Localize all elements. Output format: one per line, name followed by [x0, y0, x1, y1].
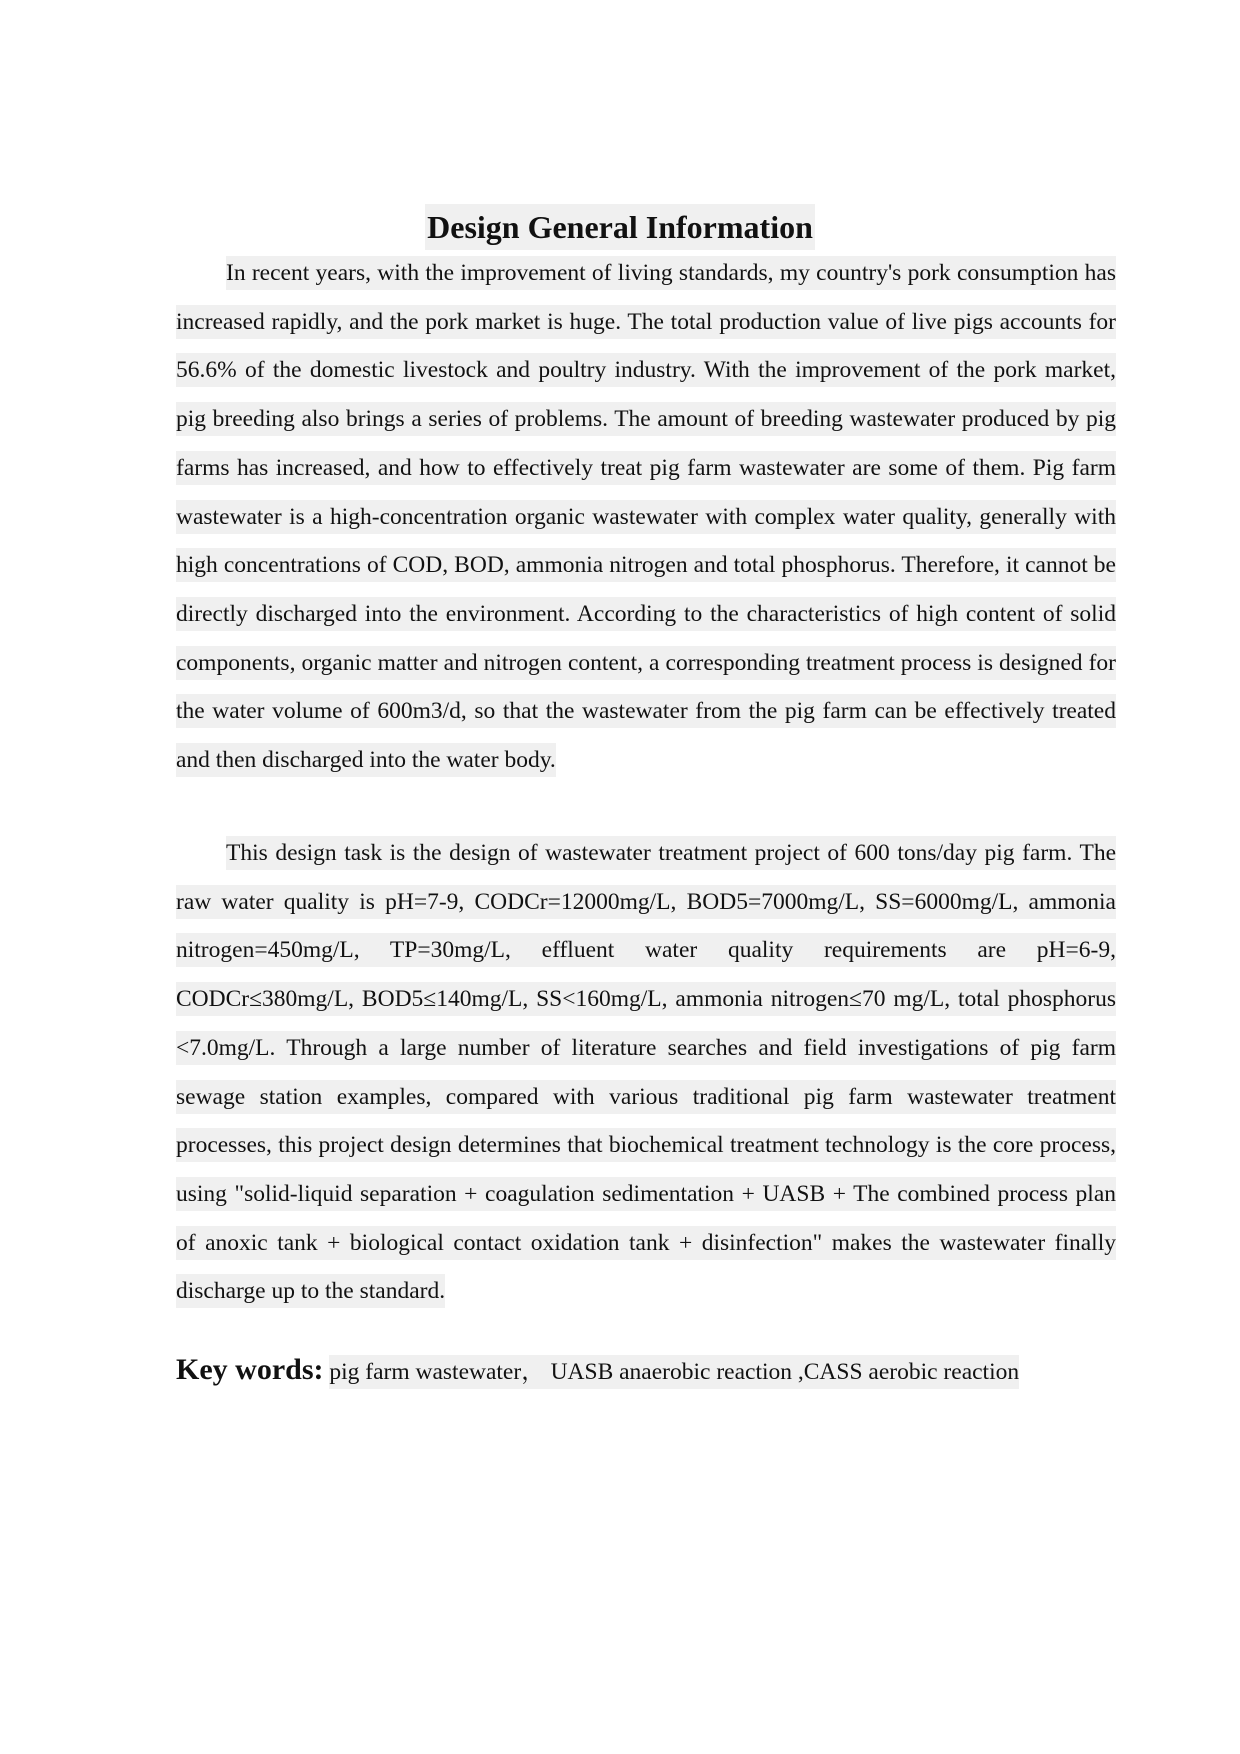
keywords-values: pig farm wastewater， UASB anaerobic reaction ,CASS aerobic reaction — [329, 1355, 1019, 1389]
keywords-line — [176, 1346, 1116, 1396]
paragraph-1 — [176, 249, 1116, 785]
paragraph-2 — [176, 829, 1116, 1316]
title-container — [0, 204, 1240, 250]
paragraph-2-text: This design task is the design of wastewater treatment project of 600 tons/day pig farm. The raw water quality is pH=7-9, CODCr=12000mg/L, BOD5=7000mg/L, SS=6000mg/L, ammonia nitrogen=450mg/L, TP=30mg/L, effluent water quality requirements are pH=6-9, CODCr≤380mg/L, BOD5≤140mg/L, SS<160mg/L, ammonia nitrogen≤70 mg/L, total phosphorus <7.0mg/L. Through a large number of literature searches and field investigations of pig farm sewage station examples, compared with various traditional pig farm wastewater treatment processes, this project design determines that biochemical treatment technology is the core process, using "solid-liquid separation + coagulation sedimentation + UASB + The combined process plan of anoxic tank + biological contact oxidation tank + disinfection" makes the wastewater finally discharge up to the standard. — [176, 836, 1116, 1308]
page-title: Design General Information — [425, 204, 815, 250]
paragraph-1-text: In recent years, with the improvement of living standards, my country's pork consumption has increased rapidly, and the pork market is huge. The total production value of live pigs accounts for 56.6% of the domestic livestock and poultry industry. With the improvement of the pork market, pig breeding also brings a series of problems. The amount of breeding wastewater produced by pig farms has increased, and how to effectively treat pig farm wastewater are some of them. Pig farm wastewater is a high-concentration organic wastewater with complex water quality, generally with high concentrations of COD, BOD, ammonia nitrogen and total phosphorus. Therefore, it cannot be directly discharged into the environment. According to the characteristics of high content of solid components, organic matter and nitrogen content, a corresponding treatment process is designed for the water volume of 600m3/d, so that the wastewater from the pig farm can be effectively treated and then discharged into the water body. — [176, 256, 1116, 777]
keywords-label: Key words: — [176, 1353, 324, 1386]
